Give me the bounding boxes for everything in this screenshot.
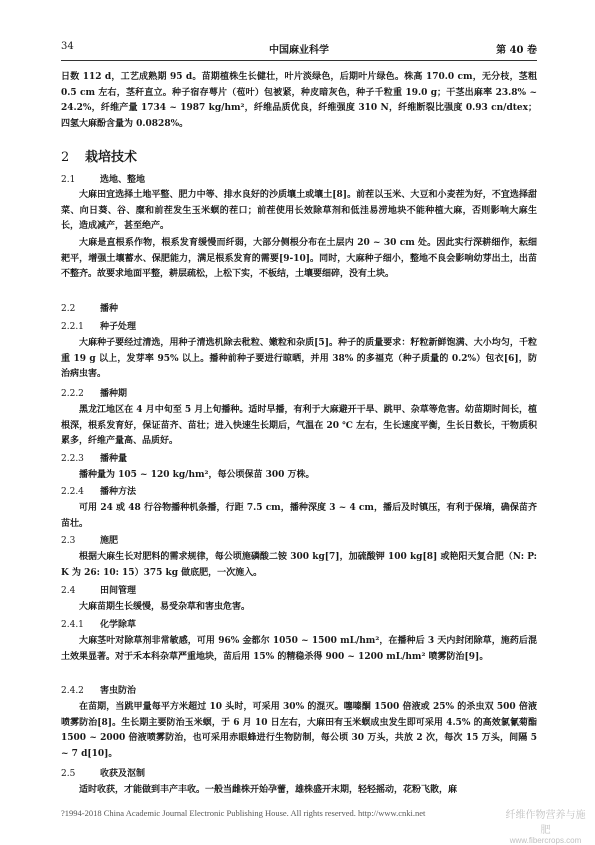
- subsubsection-number: 2.2.2: [61, 389, 84, 399]
- subsubsection-heading: [61, 618, 136, 632]
- subsection-heading: [61, 767, 145, 781]
- subsection-number: 2.1: [61, 175, 76, 185]
- subsubsection-title: 化学除草: [100, 620, 137, 630]
- subsection-title: 田间管理: [100, 586, 137, 596]
- paragraph: 可用 24 或 48 行谷物播种机条播，行距 7.5 cm，播种深度 3 ~ 4 cm，播后及时镇压，有利于保墒，确保苗齐苗壮。: [61, 503, 537, 529]
- paragraph: 在苗期，当跳甲量每平方米超过 10 头时，可采用 30% 的混灭。噻嗪酮 1500 倍液或 25% 的杀虫双 500 倍液喷雾防治[8]。生长期主要防治玉米螟，于 6 月 10 日左右，大麻田有玉米螟成虫发生即可采用 4.5% 的高效氯氰菊酯 1500 ~ 2000 倍液喷雾防治，也可采用赤眼蜂进行生物防制，每公顷 30 万头，共放 2 次，每次 15 万头，间隔 5 ~ 7 d[10]。: [61, 702, 537, 760]
- subsection-heading: [61, 173, 145, 187]
- subsubsection-title: 害虫防治: [100, 686, 137, 696]
- subsubsection-number: 2.2.4: [61, 487, 84, 497]
- subsubsection-heading: [61, 387, 127, 401]
- subsubsection-heading: [61, 684, 136, 698]
- subsubsection-number: 2.4.1: [61, 620, 84, 630]
- subsection-number: 2.3: [61, 536, 76, 546]
- paragraph: 大麻是直根系作物，根系发育缓慢而纤弱，大部分侧根分布在土层内 20 ~ 30 cm 处。因此实行深耕细作，耘细耙平，增强土壤蓄水、保肥能力，满足根系发育的需要[9-10]。同时，大麻种子细小，整地不良会影响幼芽出土，出苗不整齐。故要求地面平整，耕层疏松，上松下实，不板结，土壤要细碎，没有土块。: [61, 238, 537, 280]
- paragraph: 大麻种子要经过清选，用种子清选机除去秕粒、嫩粒和杂质[5]。种子的质量要求：籽粒新鲜饱满、大小均匀，千粒重 19 g 以上，发芽率 95% 以上。播种前种子要进行晾晒，并用 38% 的多福克（种子质量的 0.2%）包衣[6]，防治病虫害。: [61, 338, 537, 380]
- paragraph: 大麻苗期生长缓慢，易受杂草和害虫危害。: [79, 602, 251, 612]
- header-rule: [61, 60, 537, 61]
- volume-label: 第 40 卷: [496, 45, 537, 56]
- subsubsection-number: 2.4.2: [61, 686, 84, 696]
- subsection-number: 2.4: [61, 586, 76, 596]
- subsubsection-number: 2.2.3: [61, 454, 84, 464]
- subsection-title: 施肥: [100, 536, 119, 546]
- watermark-url: www.fibercrops.com: [509, 836, 582, 845]
- subsection-number: 2.2: [61, 304, 76, 314]
- paragraph: 根据大麻生长对肥料的需求规律，每公顷施磷酸二铵 300 kg[7]，加硫酸钾 100 kg[8] 或艳阳天复合肥（N: P: K 为 26: 10: 15）375 kg 做底肥，一次施入。: [61, 552, 537, 578]
- watermark: [503, 806, 588, 845]
- subsubsection-title: 播种方法: [100, 487, 137, 497]
- running-head: [61, 41, 537, 55]
- paragraph: 适时收获，才能做到丰产丰收。一般当雌株开始孕蕾，雄株盛开末期，轻轻摇动，花粉飞散，麻: [79, 785, 458, 795]
- subsubsection-heading: [61, 320, 136, 334]
- subsection-heading: [61, 534, 118, 548]
- paragraph: 大麻茎叶对除草剂非常敏感，可用 96% 金都尔 1050 ~ 1500 mL/hm²，在播种后 3 天内封闭除草，施药后混土效果显著。对于禾本科杂草严重地块，苗后用 15% 的精稳杀得 900 ~ 1200 mL/hm² 喷雾防治[9]。: [61, 636, 537, 662]
- subsubsection-title: 播种量: [100, 454, 128, 464]
- subsubsection-heading: [61, 452, 127, 466]
- journal-title: 中国麻业科学: [269, 45, 329, 56]
- section-title: 栽培技术: [85, 150, 138, 165]
- subsection-heading: [61, 584, 136, 598]
- subsubsection-title: 播种期: [100, 389, 128, 399]
- intro-paragraph: 日数 112 d，工艺成熟期 95 d。苗期植株生长健壮，叶片淡绿色，后期叶片绿色。株高 170.0 cm，无分枝，茎粗 0.5 cm 左右，茎秆直立。种子宿存萼片（苞叶）包被紧，种皮暗灰色，种子千粒重 19.0 g；干茎出麻率 23.8% ~ 24.2%，纤维产量 1734 ~ 1987 kg/hm²，纤维品质优良，纤维强度 310 N，纤维断裂比强度 0.93 cn/dtex；四氢大麻酚含量为 0.0828%。: [61, 72, 537, 130]
- section-heading: [61, 146, 137, 165]
- section-number: 2: [61, 150, 70, 165]
- paragraph: 黑龙江地区在 4 月中旬至 5 月上旬播种。适时早播，有利于大麻避开干旱、跳甲、杂草等危害。幼苗期时间长，植根深，根系发育好，保证苗齐、苗壮；进入快速生长期后，气温在 20 ℃ 左右，生长速度平衡，生长日数长，干物质积累多，纤维产量高、品质好。: [61, 405, 537, 447]
- subsection-title: 收获及沤制: [100, 769, 146, 779]
- subsection-heading: [61, 302, 118, 316]
- subsubsection-heading: [61, 485, 136, 499]
- subsection-title: 播种: [100, 304, 119, 314]
- paragraph: 大麻田宜选择土地平整、肥力中等、排水良好的沙质壤土或壤土[8]。前茬以玉米、大豆和小麦茬为好，不宜选择甜菜、向日葵、谷、糜和前茬发生玉米螟的茬口；前茬使用长效除草剂和低洼易涝地块不能种植大麻，否则影响大麻生长，造成减产，甚至绝产。: [61, 190, 537, 232]
- subsubsection-title: 种子处理: [100, 322, 137, 332]
- watermark-cn: 纤维作物营养与施肥: [505, 810, 586, 836]
- copyright-footer: ?1994-2018 China Academic Journal Electronic Publishing House. All rights reserved. http://www.cnki.net: [61, 808, 426, 818]
- subsection-number: 2.5: [61, 769, 76, 779]
- page-number: 34: [61, 41, 74, 52]
- paragraph: 播种量为 105 ~ 120 kg/hm²，每公顷保苗 300 万株。: [79, 470, 315, 480]
- subsection-title: 选地、整地: [100, 175, 146, 185]
- subsubsection-number: 2.2.1: [61, 322, 84, 332]
